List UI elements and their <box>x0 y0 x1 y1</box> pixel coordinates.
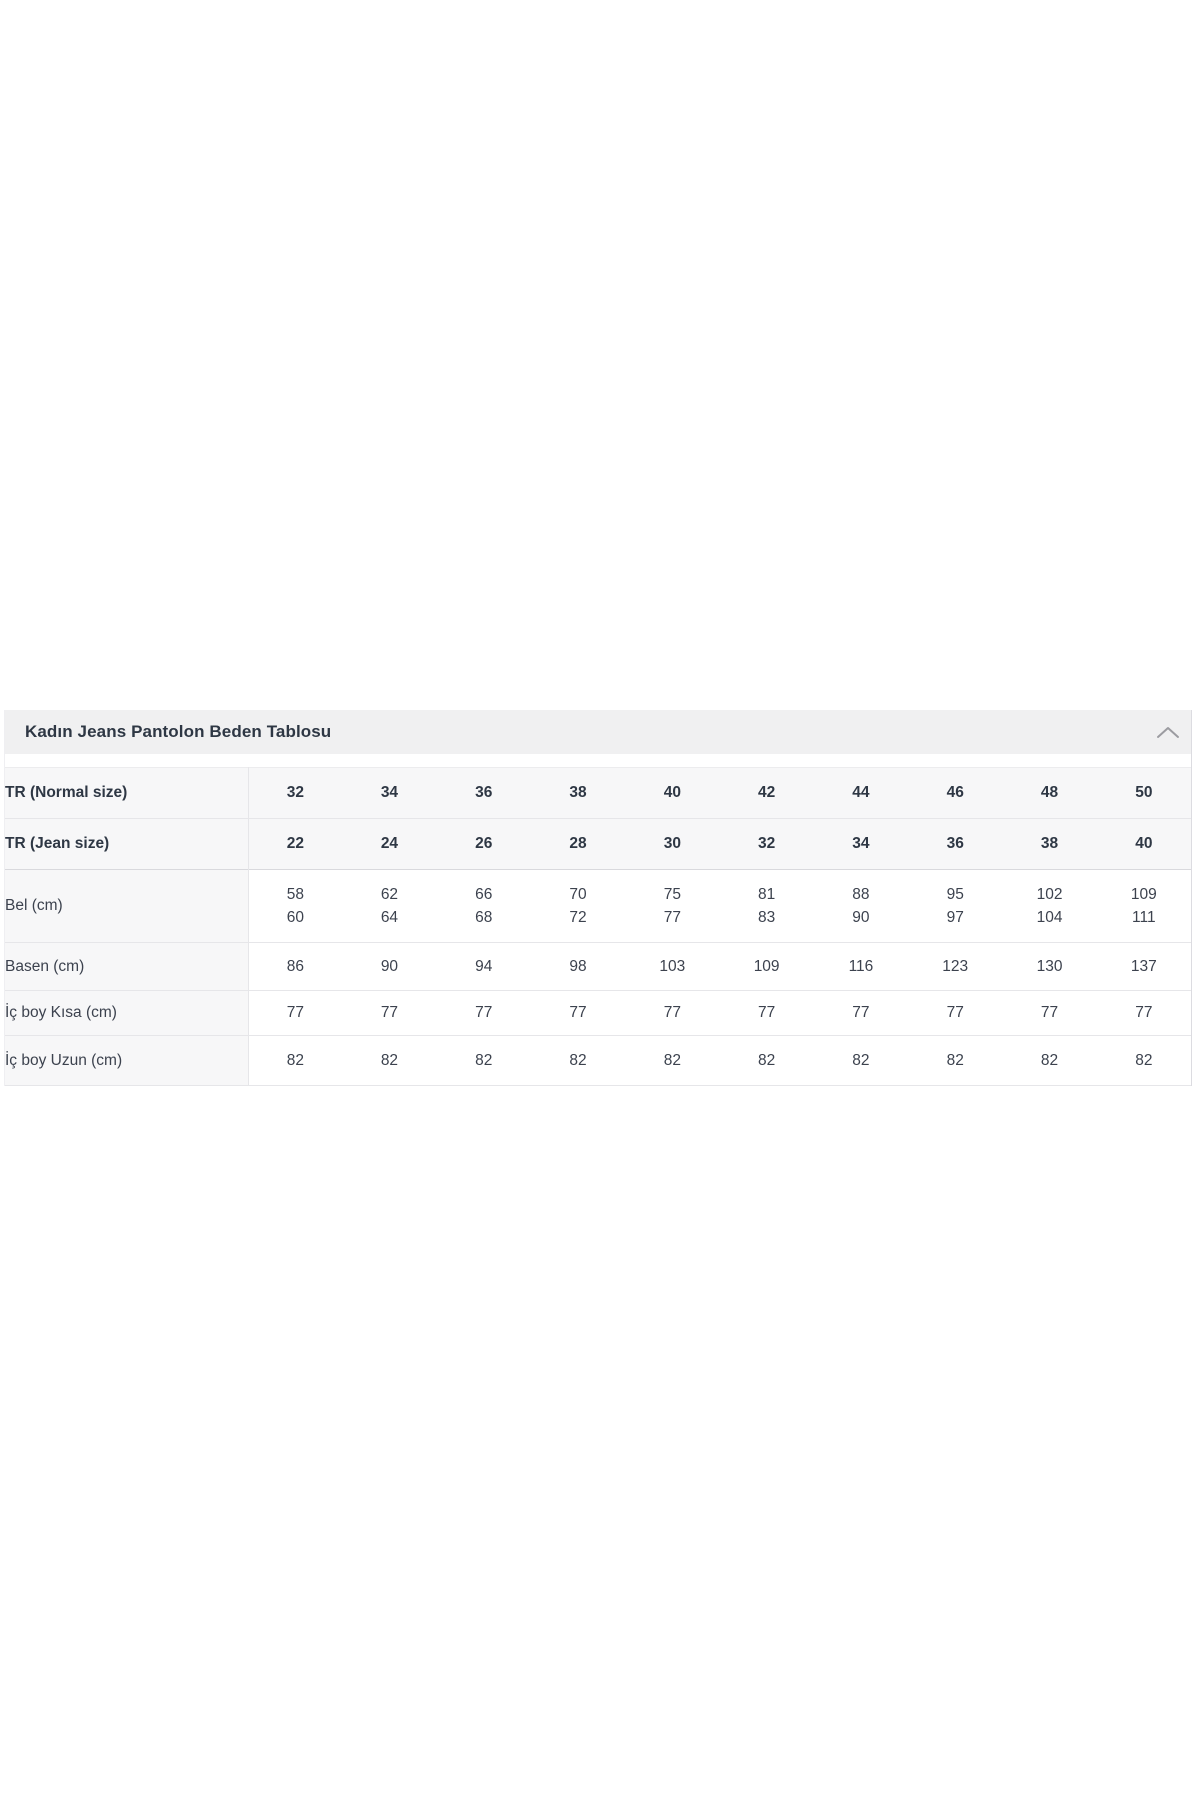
size-cell: 77 <box>719 991 813 1036</box>
size-cell: 77 <box>908 991 1002 1036</box>
table-row <box>5 768 1191 819</box>
size-cell-line: 88 <box>852 886 870 903</box>
size-cell: 50 <box>1097 768 1191 819</box>
size-cell: 77 <box>248 991 342 1036</box>
size-cell-line: 70 <box>569 886 587 903</box>
size-cell: 32 <box>248 768 342 819</box>
size-cell: 90 <box>342 943 436 991</box>
size-cell-line: 90 <box>852 909 870 926</box>
size-cell <box>1097 870 1191 943</box>
size-cell: 32 <box>719 819 813 870</box>
size-cell: 77 <box>814 991 908 1036</box>
row-label: TR (Jean size) <box>5 819 248 870</box>
accordion-title: Kadın Jeans Pantolon Beden Tablosu <box>25 722 332 741</box>
size-cell: 44 <box>814 768 908 819</box>
size-cell-line: 95 <box>946 886 964 903</box>
size-cell-line: 97 <box>946 909 964 926</box>
size-cell <box>625 870 719 943</box>
size-cell <box>814 870 908 943</box>
size-cell: 30 <box>625 819 719 870</box>
size-cell-line: 102 <box>1036 886 1063 903</box>
size-cell: 36 <box>908 819 1002 870</box>
size-cell: 77 <box>1097 991 1191 1036</box>
table-row <box>5 870 1191 943</box>
size-cell: 82 <box>437 1036 531 1086</box>
table-row <box>5 943 1191 991</box>
size-cell: 77 <box>342 991 436 1036</box>
size-cell: 116 <box>814 943 908 991</box>
size-cell-line: 68 <box>475 909 493 926</box>
size-cell: 86 <box>248 943 342 991</box>
size-cell: 28 <box>531 819 625 870</box>
size-cell <box>531 870 625 943</box>
size-cell: 24 <box>342 819 436 870</box>
size-cell-line: 75 <box>663 886 681 903</box>
size-cell: 82 <box>342 1036 436 1086</box>
chevron-up-icon[interactable] <box>1155 722 1181 742</box>
size-cell: 22 <box>248 819 342 870</box>
size-cell-line: 83 <box>758 909 776 926</box>
size-cell-line: 66 <box>475 886 493 903</box>
size-cell-line: 104 <box>1036 909 1063 926</box>
row-label: İç boy Uzun (cm) <box>5 1036 248 1086</box>
size-chart-accordion-header[interactable] <box>5 710 1191 754</box>
size-cell-line: 62 <box>380 886 399 903</box>
size-cell: 130 <box>1002 943 1096 991</box>
size-cell: 77 <box>531 991 625 1036</box>
size-cell-line: 72 <box>569 909 587 926</box>
size-chart-accordion <box>4 710 1192 1086</box>
size-cell: 82 <box>248 1036 342 1086</box>
size-cell: 82 <box>531 1036 625 1086</box>
size-cell <box>248 870 342 943</box>
size-cell: 46 <box>908 768 1002 819</box>
table-row <box>5 991 1191 1036</box>
size-cell <box>437 870 531 943</box>
size-cell: 82 <box>1002 1036 1096 1086</box>
size-cell: 109 <box>719 943 813 991</box>
size-cell <box>719 870 813 943</box>
size-cell <box>342 870 436 943</box>
table-row <box>5 1036 1191 1086</box>
size-cell: 94 <box>437 943 531 991</box>
size-cell: 82 <box>719 1036 813 1086</box>
size-cell: 137 <box>1097 943 1191 991</box>
size-cell: 77 <box>625 991 719 1036</box>
size-cell: 103 <box>625 943 719 991</box>
table-row <box>5 819 1191 870</box>
size-cell-line: 64 <box>380 909 399 926</box>
size-cell-line: 77 <box>663 909 681 926</box>
size-cell <box>908 870 1002 943</box>
size-cell: 42 <box>719 768 813 819</box>
size-cell: 40 <box>625 768 719 819</box>
row-label: Basen (cm) <box>5 943 248 991</box>
size-cell: 48 <box>1002 768 1096 819</box>
size-cell <box>1002 870 1096 943</box>
size-cell: 26 <box>437 819 531 870</box>
size-cell: 34 <box>814 819 908 870</box>
size-cell: 82 <box>625 1036 719 1086</box>
size-cell: 38 <box>531 768 625 819</box>
size-cell: 34 <box>342 768 436 819</box>
size-cell-line: 81 <box>758 886 776 903</box>
size-cell: 38 <box>1002 819 1096 870</box>
size-cell-line: 109 <box>1130 886 1157 903</box>
size-cell-line: 111 <box>1132 909 1156 926</box>
row-label: İç boy Kısa (cm) <box>5 991 248 1036</box>
size-cell: 82 <box>908 1036 1002 1086</box>
size-cell: 40 <box>1097 819 1191 870</box>
size-table <box>5 767 1191 1086</box>
size-cell: 98 <box>531 943 625 991</box>
size-cell-line: 60 <box>286 909 305 926</box>
size-cell: 36 <box>437 768 531 819</box>
size-cell-line: 58 <box>286 886 305 903</box>
size-cell: 77 <box>1002 991 1096 1036</box>
accordion-header-gap <box>5 754 1191 767</box>
row-label: Bel (cm) <box>5 870 248 943</box>
size-cell: 82 <box>1097 1036 1191 1086</box>
size-cell: 77 <box>437 991 531 1036</box>
size-cell: 123 <box>908 943 1002 991</box>
size-cell: 82 <box>814 1036 908 1086</box>
row-label: TR (Normal size) <box>5 768 248 819</box>
